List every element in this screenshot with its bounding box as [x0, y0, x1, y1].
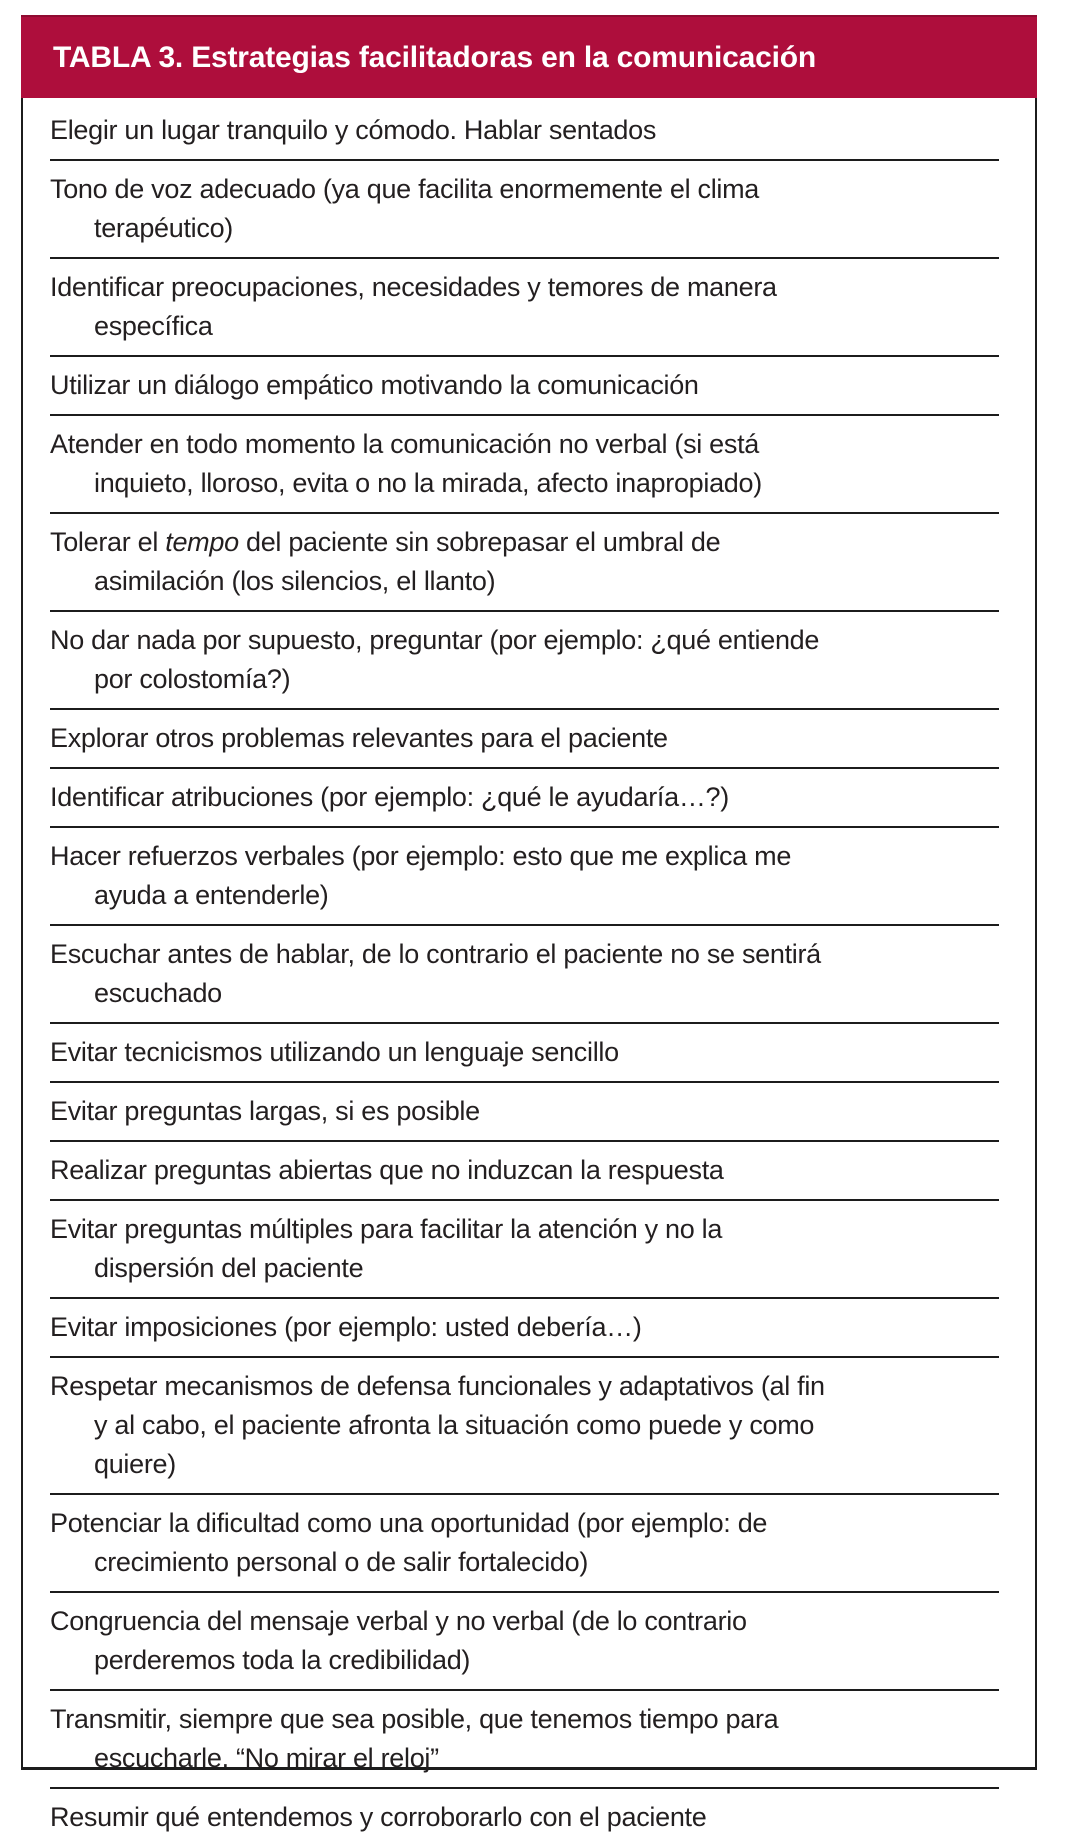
- row-text-segment: Resumir qué entendemos y corroborarlo con el paciente: [50, 1802, 707, 1832]
- table-row: [50, 416, 999, 514]
- row-text: [50, 170, 999, 248]
- row-text-italic-segment: tempo: [165, 527, 239, 557]
- row-text-segment: escucharle. “No mirar el reloj”: [94, 1743, 439, 1773]
- table-title: TABLA 3. Estrategias facilitadoras en la comunicación: [53, 40, 816, 74]
- row-text: [50, 778, 999, 817]
- row-text-segment: perderemos toda la credibilidad): [94, 1645, 471, 1675]
- tabla-3: [21, 15, 1037, 1832]
- table-row: [50, 926, 999, 1024]
- row-text: [50, 1700, 999, 1778]
- table-row: [50, 1299, 999, 1358]
- row-text-segment: Potenciar la dificultad como una oportunidad (por ejemplo: de: [50, 1508, 768, 1538]
- row-text-segment: terapéutico): [94, 213, 233, 243]
- row-text-segment: Evitar tecnicismos utilizando un lenguaje sencillo: [50, 1037, 619, 1067]
- row-text-segment: específica: [94, 311, 213, 341]
- row-text-segment: Tono de voz adecuado (ya que facilita enormemente el clima: [50, 174, 760, 204]
- table-row: [50, 1691, 999, 1789]
- row-text-segment: Elegir un lugar tranquilo y cómodo. Hablar sentados: [50, 115, 657, 145]
- row-text-segment: No dar nada por supuesto, preguntar (por ejemplo: ¿qué entiende: [50, 625, 820, 655]
- table-row: [50, 259, 999, 357]
- row-text: [50, 1602, 999, 1680]
- table-row: [50, 828, 999, 926]
- row-text: [50, 1151, 999, 1190]
- row-text-segment: crecimiento personal o de salir fortalecido): [94, 1547, 589, 1577]
- row-text-segment: quiere): [94, 1449, 176, 1479]
- row-text-segment: Identificar atribuciones (por ejemplo: ¿qué le ayudaría…?): [50, 782, 729, 812]
- table-row: [50, 1358, 999, 1495]
- row-text: [50, 523, 999, 601]
- row-text: [50, 1033, 999, 1072]
- row-text: [50, 366, 999, 405]
- row-text-segment: Congruencia del mensaje verbal y no verbal (de lo contrario: [50, 1606, 747, 1636]
- row-text: [50, 1210, 999, 1288]
- row-text-segment: Escuchar antes de hablar, de lo contrario el paciente no se sentirá: [50, 939, 821, 969]
- table-row: [50, 769, 999, 828]
- table-row: [50, 102, 999, 161]
- table-row: [50, 1142, 999, 1201]
- row-text-segment: y al cabo, el paciente afronta la situación como puede y como: [94, 1410, 815, 1440]
- table-row: [50, 1789, 999, 1846]
- table-row: [50, 710, 999, 769]
- row-text: [50, 1798, 999, 1837]
- row-text: [50, 837, 999, 915]
- row-text-segment: asimilación (los silencios, el llanto): [94, 566, 496, 596]
- row-text-segment: Evitar imposiciones (por ejemplo: usted debería…): [50, 1312, 642, 1342]
- row-text: [50, 935, 999, 1013]
- table-row: [50, 514, 999, 612]
- table-row: [50, 1201, 999, 1299]
- row-text-segment: Identificar preocupaciones, necesidades y temores de manera: [50, 272, 777, 302]
- table-row: [50, 612, 999, 710]
- row-text-segment: inquieto, lloroso, evita o no la mirada, afecto inapropiado): [94, 468, 762, 498]
- row-text-segment: Explorar otros problemas relevantes para el paciente: [50, 723, 668, 753]
- row-text-segment: Respetar mecanismos de defensa funcionales y adaptativos (al fin: [50, 1371, 825, 1401]
- table-row: [50, 357, 999, 416]
- table-row: [50, 1024, 999, 1083]
- table-header: [21, 15, 1037, 98]
- row-text: [50, 719, 999, 758]
- table-body: [21, 98, 1037, 1832]
- row-text-segment: escuchado: [94, 978, 222, 1008]
- row-text-segment: Transmitir, siempre que sea posible, que tenemos tiempo para: [50, 1704, 779, 1734]
- row-text-segment: Realizar preguntas abiertas que no induzcan la respuesta: [50, 1155, 724, 1185]
- row-text-segment: Utilizar un diálogo empático motivando la comunicación: [50, 370, 699, 400]
- row-text-segment: ayuda a entenderle): [94, 880, 329, 910]
- row-text-segment: por colostomía?): [94, 664, 291, 694]
- table-row: [50, 1083, 999, 1142]
- row-text-segment: Evitar preguntas largas, si es posible: [50, 1096, 480, 1126]
- table-row: [50, 1495, 999, 1593]
- table-row: [50, 161, 999, 259]
- row-text-segment: Evitar preguntas múltiples para facilitar la atención y no la: [50, 1214, 723, 1244]
- row-text-segment: Atender en todo momento la comunicación no verbal (si está: [50, 429, 760, 459]
- table-row: [50, 1593, 999, 1691]
- row-text-segment: Hacer refuerzos verbales (por ejemplo: esto que me explica me: [50, 841, 792, 871]
- row-text-segment: Tolerar el: [50, 527, 166, 557]
- row-text: [50, 1092, 999, 1131]
- row-text-segment: del paciente sin sobrepasar el umbral de: [238, 527, 721, 557]
- row-text: [50, 1504, 999, 1582]
- row-text: [50, 268, 999, 346]
- row-text: [50, 425, 999, 503]
- row-text-segment: dispersión del paciente: [94, 1253, 364, 1283]
- row-text: [50, 1367, 999, 1484]
- row-text: [50, 621, 999, 699]
- row-text: [50, 111, 999, 150]
- row-text: [50, 1308, 999, 1347]
